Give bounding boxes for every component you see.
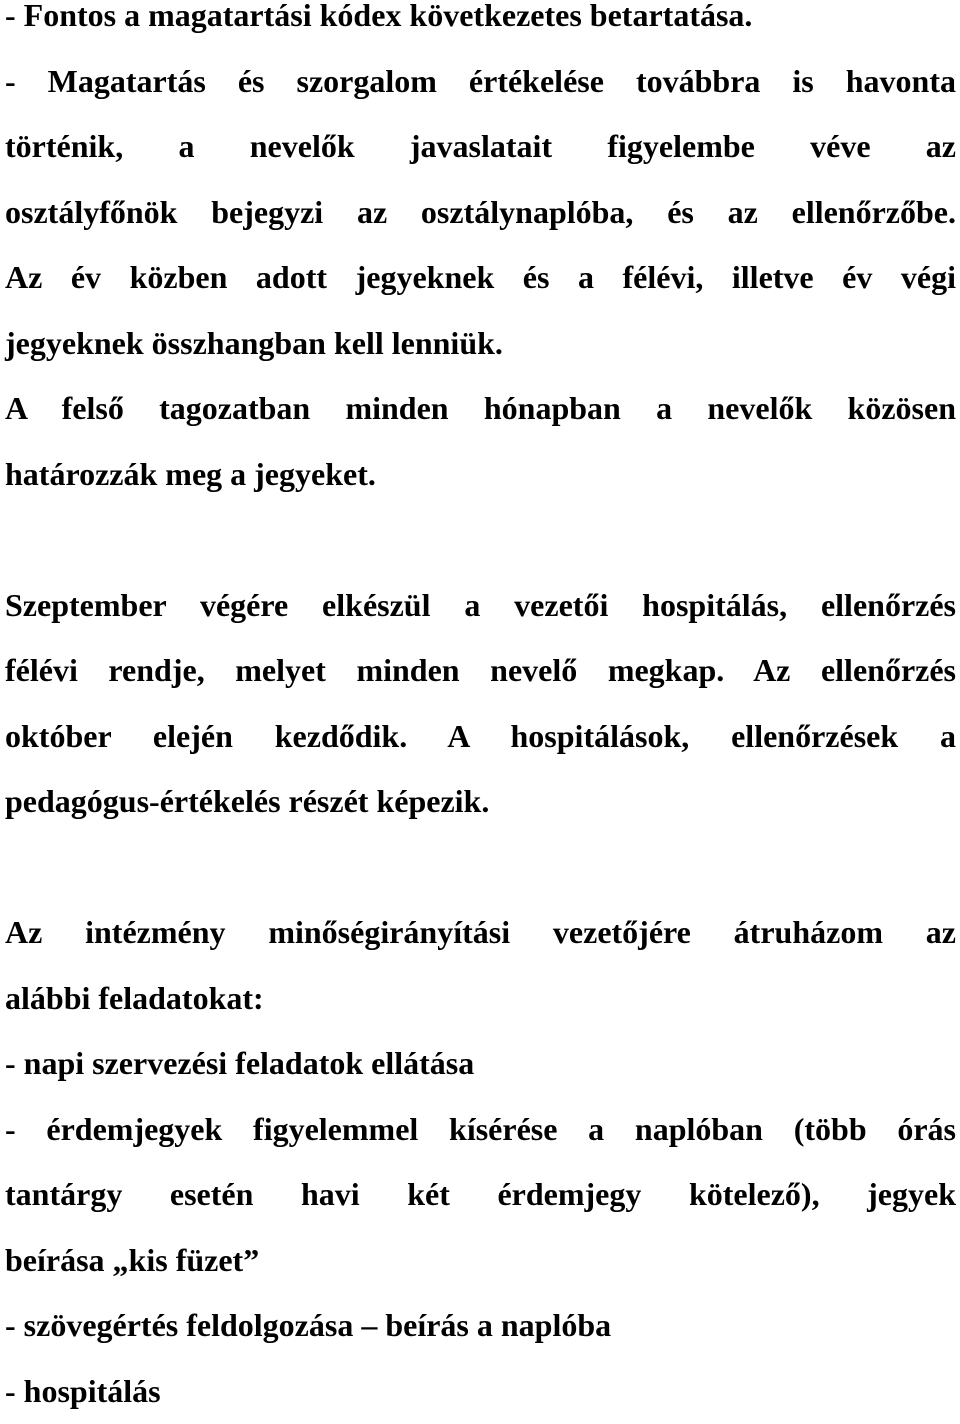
text-line: osztályfőnök bejegyzi az osztálynaplóba, és az ellenőrzőbe. (5, 180, 956, 246)
paragraph-gap (5, 507, 956, 573)
text-line: október elején kezdődik. A hospitálások, ellenőrzések a (5, 704, 956, 770)
text-line: Az év közben adott jegyeknek és a félévi, illetve év végi (5, 245, 956, 311)
text-line: Szeptember végére elkészül a vezetői hospitálás, ellenőrzés (5, 573, 956, 639)
text-line: - hospitálás (5, 1359, 956, 1424)
paragraph-gap (5, 835, 956, 901)
text-line: - Magatartás és szorgalom értékelése továbbra is havonta (5, 49, 956, 115)
text-line: alábbi feladatokat: (5, 966, 956, 1032)
text-line: beírása „kis füzet” (5, 1228, 956, 1294)
text-line: pedagógus-értékelés részét képezik. (5, 769, 956, 835)
text-line: tantárgy esetén havi két érdemjegy kötelező), jegyek (5, 1162, 956, 1228)
text-line: határozzák meg a jegyeket. (5, 442, 956, 508)
text-line: - Fontos a magatartási kódex következetes betartatása. (5, 0, 956, 49)
text-line: félévi rendje, melyet minden nevelő megkap. Az ellenőrzés (5, 638, 956, 704)
text-line: jegyeknek összhangban kell lenniük. (5, 311, 956, 377)
text-line: A felső tagozatban minden hónapban a nevelők közösen (5, 376, 956, 442)
text-line: - szövegértés feldolgozása – beírás a naplóba (5, 1293, 956, 1359)
document-body (5, 0, 956, 1424)
text-line: történik, a nevelők javaslatait figyelembe véve az (5, 114, 956, 180)
text-line: - érdemjegyek figyelemmel kísérése a naplóban (több órás (5, 1097, 956, 1163)
text-line: - napi szervezési feladatok ellátása (5, 1031, 956, 1097)
text-line: Az intézmény minőségirányítási vezetőjére átruházom az (5, 900, 956, 966)
